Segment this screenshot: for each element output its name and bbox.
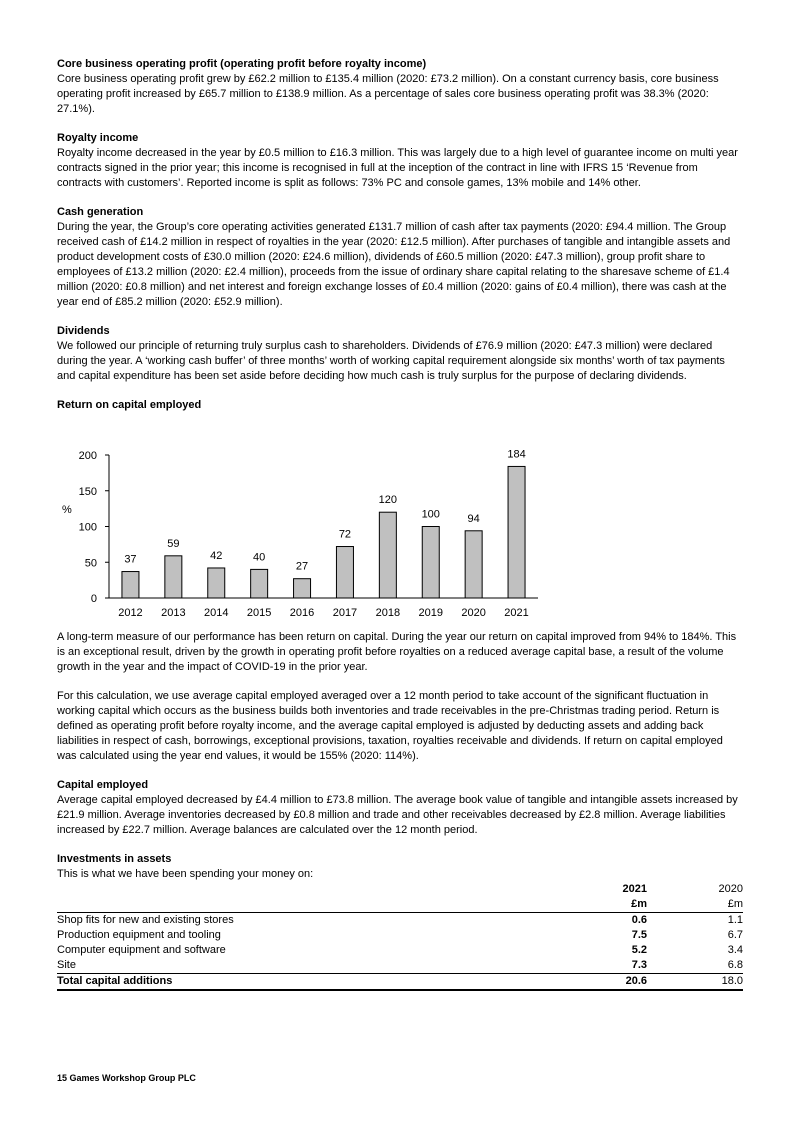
section-dividends (57, 324, 743, 384)
data-label-2020: 94 (467, 512, 480, 525)
x-tick-label-2018: 2018 (375, 607, 401, 619)
paragraph-roce-2: For this calculation, we use average capital employed averaged over a 12 month period to take account of the significant fluctuation in working capital which occurs as the business builds both inventories and trade receivables in the pre-Christmas trading period. Return is defined as operating profit before royalty income, and the average capital employed is adjusted by deducting assets and adding back liabilities in respect of cash, borrowings, exceptional provisions, taxation, royalties receivable and dividends. If return on capital employed was calculated using the year end values, it would be 155% (2020: 114%). (57, 690, 723, 762)
x-tick-label-2016: 2016 (289, 607, 315, 619)
unit-2020: £m (647, 897, 743, 913)
paragraph-capital: Average capital employed decreased by £4.4 million to £73.8 million. The average book value of tangible and intangible assets increased by £21.9 million. Average inventories decreased by £0.8 million and trade and other receivables decreased by £2.8 million. Average liabilities increased by £22.7 million. Average balances are calculated over the 12 month period. (57, 794, 738, 836)
row-label: Computer equipment and software (57, 944, 226, 956)
bar-2015 (251, 569, 268, 598)
x-tick-label-2013: 2013 (161, 607, 186, 619)
x-tick-label-2020: 2020 (461, 607, 486, 619)
bar-2012 (122, 572, 139, 598)
total-value-2021: 20.6 (557, 974, 647, 991)
bar-2016 (294, 579, 311, 598)
section-investments (57, 852, 743, 991)
section-capital (57, 778, 743, 838)
paragraph-cash: During the year, the Group’s core operating activities generated £131.7 million of cash after tax payments (2020: £94.4 million. The Group received cash of £14.2 million in respect of royalties in the year (2020: £12.5 million). After purchases of tangible and intangible assets and product development costs of £30.0 million (2020: £24.6 million), dividends of £60.5 million (2020: £47.3 million), group profit share to employees of £13.2 million (2020: £2.4 million), proceeds from the issue of ordinary share capital relating to the sharesave scheme of £1.4 million (2020: £0.8 million) and net interest and foreign exchange losses of £0.4 million (2020: gains of £0.4 million), there was cash at the year end of £85.2 million (2020: £52.9 million). (57, 221, 731, 308)
row-value-2021: 5.2 (631, 944, 647, 956)
bar-2017 (336, 547, 353, 598)
bar-2019 (422, 527, 439, 599)
data-label-2014: 42 (210, 549, 223, 562)
data-label-2013: 59 (167, 537, 180, 550)
heading-dividends: Dividends (57, 325, 110, 337)
page-footer: 15 Games Workshop Group PLC (57, 1073, 196, 1083)
unit-2021: £m (557, 897, 647, 913)
data-label-2015: 40 (253, 551, 266, 564)
x-tick-label-2012: 2012 (118, 607, 143, 619)
table-row (57, 958, 743, 974)
section-royalty (57, 131, 743, 191)
data-label-2018: 120 (378, 494, 398, 507)
bar-2021 (508, 466, 525, 598)
table-total-row (57, 974, 743, 991)
data-label-2019: 100 (421, 508, 440, 521)
paragraph-investments-intro: This is what we have been spending your money on: (57, 868, 314, 880)
y-tick-label: 100 (78, 521, 97, 534)
row-value-2020: 3.4 (727, 944, 743, 956)
data-label-2016: 27 (295, 560, 309, 573)
page-body (57, 57, 743, 413)
row-value-2020: 6.7 (727, 929, 743, 941)
section-cash (57, 205, 743, 310)
data-label-2017: 72 (338, 528, 352, 541)
table-header-row (57, 882, 743, 897)
bar-2013 (165, 556, 182, 598)
x-tick-label-2015: 2015 (246, 607, 272, 619)
bar-2014 (208, 568, 225, 598)
col-header-2021: 2021 (622, 883, 647, 895)
paragraph-royalty: Royalty income decreased in the year by £0.5 million to £16.3 million. This was largely due to a high level of guarantee income on multi year contracts signed in the prior year; this income is recognised in full at the inception of the contract in line with IFRS 15 ‘Revenue from contracts with customers’. Reported income is split as follows: 73% PC and console games, 13% mobile and 14% other. (57, 147, 738, 189)
bar-2020 (465, 531, 482, 598)
section-roce-calc (57, 689, 743, 764)
heading-core-profit: Core business operating profit (operating profit before royalty income) (57, 58, 427, 70)
heading-cash: Cash generation (57, 206, 144, 218)
table-row (57, 943, 743, 958)
row-value-2021: 7.3 (631, 959, 647, 971)
heading-capital: Capital employed (57, 779, 149, 791)
row-label: Site (57, 959, 76, 971)
heading-roce: Return on capital employed (57, 399, 202, 411)
row-value-2020: 6.8 (727, 959, 743, 971)
row-value-2021: 0.6 (631, 914, 647, 926)
y-tick-label: 50 (84, 557, 97, 570)
row-label: Shop fits for new and existing stores (57, 914, 234, 926)
paragraph-roce-1: A long-term measure of our performance has been return on capital. During the year our return on capital improved from 94% to 184%. This is an exceptional result, driven by the growth in operating profit before royalties on a reduced average capital base, a result of the volume growth in the year and the impact of COVID-19 in the prior year. (57, 631, 737, 673)
section-core-profit (57, 57, 743, 117)
table-units-row (57, 897, 743, 913)
row-label: Production equipment and tooling (57, 929, 221, 941)
table-row (57, 928, 743, 943)
bar-2018 (379, 512, 396, 598)
y-tick-label: 200 (78, 450, 97, 462)
heading-royalty: Royalty income (57, 132, 139, 144)
y-axis-label: % (62, 504, 72, 516)
x-tick-label-2021: 2021 (504, 607, 529, 619)
x-tick-label-2019: 2019 (418, 607, 443, 619)
page-body-lower (57, 630, 743, 991)
investments-table (57, 882, 743, 991)
paragraph-dividends: We followed our principle of returning truly surplus cash to shareholders. Dividends of £76.9 million (2020: £47.3 million) were declared during the year. A ‘working cash buffer’ of three months’ worth of working capital requirement alongside six months’ worth of tax payments and capital expenditure has been set aside before deciding how much cash is truly surplus for the purpose of declaring dividends. (57, 340, 725, 382)
paragraph-core-profit: Core business operating profit grew by £62.2 million to £135.4 million (2020: £73.2 million). On a constant currency basis, core business operating profit increased by £65.7 million to £138.9 million. As a percentage of sales core business operating profit was 38.3% (2020: 27.1%). (57, 73, 719, 115)
x-tick-label-2014: 2014 (204, 607, 229, 619)
total-value-2020: 18.0 (647, 974, 743, 991)
row-value-2020: 1.1 (727, 914, 743, 926)
row-value-2021: 7.5 (631, 929, 647, 941)
table-row (57, 913, 743, 929)
data-label-2012: 37 (124, 553, 137, 566)
y-tick-label: 150 (78, 485, 97, 498)
col-header-2020: 2020 (718, 883, 743, 895)
total-label: Total capital additions (57, 974, 557, 991)
heading-investments: Investments in assets (57, 853, 172, 865)
section-roce-text (57, 630, 743, 675)
x-tick-label-2017: 2017 (332, 607, 358, 619)
y-tick-label: 0 (90, 593, 97, 605)
roce-bar-chart (57, 440, 547, 625)
data-label-2021: 184 (507, 448, 526, 461)
